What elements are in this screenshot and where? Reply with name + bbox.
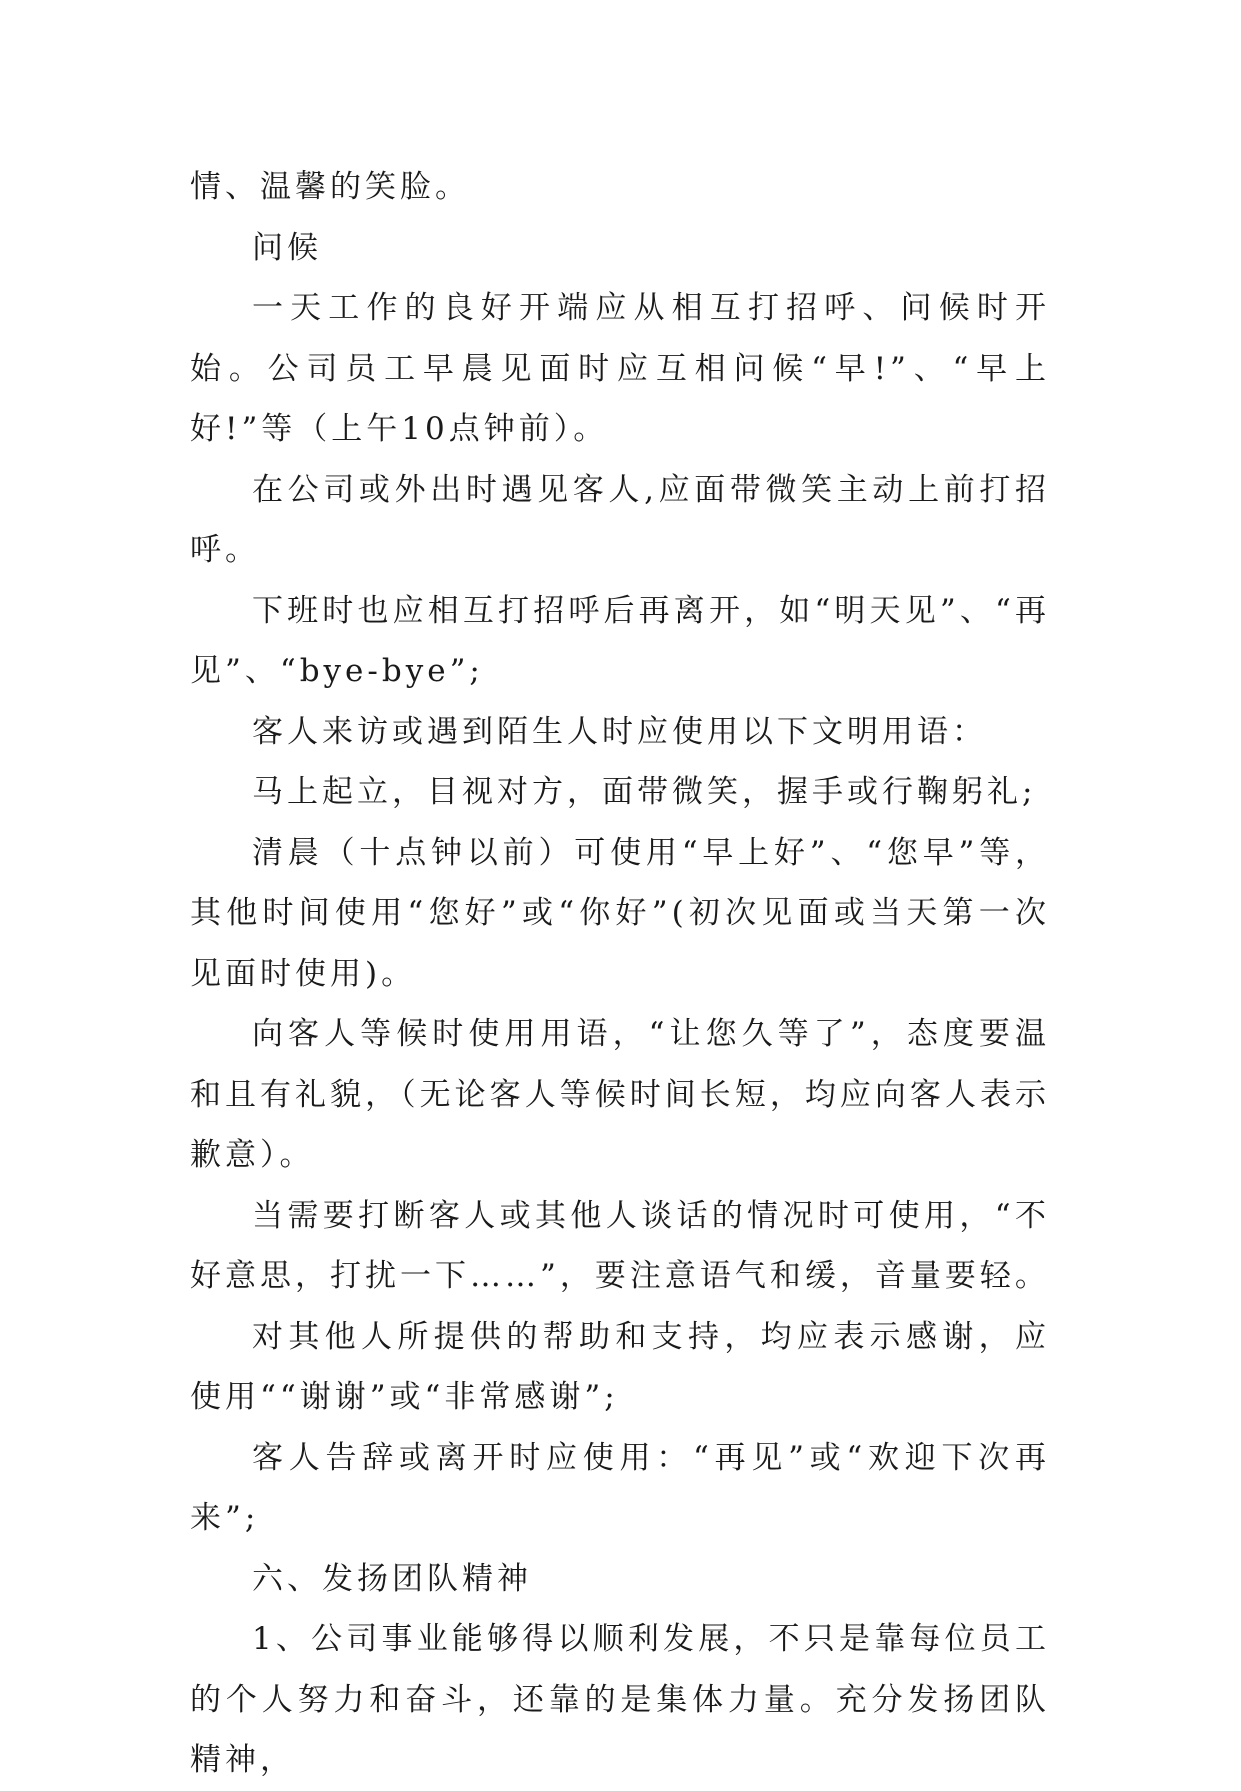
paragraph-3: 一天工作的良好开端应从相互打招呼、问候时开始。公司员工早晨见面时应互相问候“早!”、“早上好!”等（上午10点钟前）。 bbox=[190, 290, 1050, 447]
paragraph-2: 问候 bbox=[252, 229, 322, 266]
paragraph-8: 清晨（十点钟以前）可使用“早上好”、“您早”等，其他时间使用“您好”或“你好”(初次见面或当天第一次见面时使用)。 bbox=[190, 834, 1050, 992]
paragraph-12: 客人告辞或离开时应使用：“再见”或“欢迎下次再来”; bbox=[190, 1439, 1050, 1536]
paragraph-1: 情、温馨的笑脸。 bbox=[190, 169, 470, 205]
paragraph-6: 客人来访或遇到陌生人时应使用以下文明用语： bbox=[252, 713, 987, 750]
paragraph-9: 向客人等候时使用用语，“让您久等了”，态度要温和且有礼貌，（无论客人等候时间长短，均应向客人表示歉意）。 bbox=[190, 1016, 1050, 1173]
paragraph-4: 在公司或外出时遇见客人,应面带微笑主动上前打招呼。 bbox=[190, 471, 1050, 568]
paragraph-14: 1、公司事业能够得以顺利发展，不只是靠每位员工的个人努力和奋斗，还靠的是集体力量。充分发扬团队精神， bbox=[190, 1621, 1050, 1778]
paragraph-5: 下班时也应相互打招呼后再离开，如“明天见”、“再见”、“bye-bye”; bbox=[190, 592, 1050, 689]
paragraph-10: 当需要打断客人或其他人谈话的情况时可使用，“不好意思，打扰一下……”，要注意语气和缓，音量要轻。 bbox=[190, 1197, 1050, 1294]
document-body bbox=[190, 157, 1050, 1791]
section-heading: 六、发扬团队精神 bbox=[252, 1560, 532, 1597]
paragraph-7: 马上起立，目视对方，面带微笑，握手或行鞠躬礼; bbox=[252, 774, 1037, 810]
paragraph-11: 对其他人所提供的帮助和支持，均应表示感谢，应使用““谢谢”或“非常感谢”; bbox=[190, 1318, 1050, 1415]
